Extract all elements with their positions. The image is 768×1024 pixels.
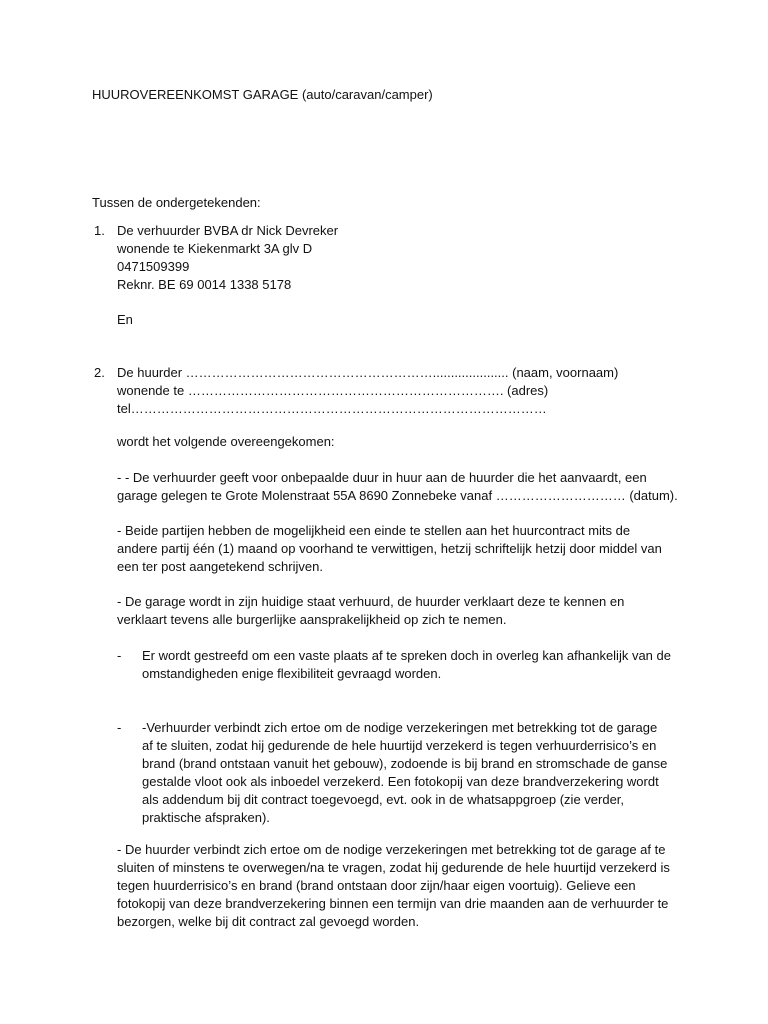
- party1-block: [117, 222, 338, 294]
- clause-line: - - De verhuurder geeft voor onbepaalde duur in huur aan de huurder die het aanvaardt, een: [117, 470, 647, 485]
- party1-line: De verhuurder BVBA dr Nick Devreker: [117, 223, 339, 238]
- clause-2: [117, 522, 662, 576]
- clause-line: gestalde vloot ook als inboedel verzekerd. Een fotokopij van deze brandverzekering wordt: [142, 774, 659, 789]
- clause-line: andere partij één (1) maand op voorhand te verwittigen, hetzij schriftelijk hetzij door middel van: [117, 541, 662, 556]
- clause-line: sluiten of minstens te overwegen/na te vragen, zodat hij gedurende de hele huurtijd verzekerd is: [117, 860, 670, 875]
- clause-line: tegen huurderrisico’s en brand (brand ontstaan door zijn/haar eigen voortuig). Gelieve een: [117, 878, 636, 893]
- party1-line: Reknr. BE 69 0014 1338 5178: [117, 277, 292, 292]
- intro-text: Tussen de ondergetekenden:: [92, 195, 261, 210]
- document-title: HUUROVEREENKOMST GARAGE (auto/caravan/camper): [92, 87, 433, 102]
- clause-line: fotokopij van deze brandverzekering binnen een termijn van drie maanden aan de verhuurder te: [117, 896, 669, 911]
- connector-text: En: [117, 312, 133, 327]
- clause-line: -Verhuurder verbindt zich ertoe om de nodige verzekeringen met betrekking tot de garage: [142, 720, 658, 735]
- party1-line: 0471509399: [117, 259, 190, 274]
- clause-line: - Beide partijen hebben de mogelijkheid een einde te stellen aan het huurcontract mits de: [117, 523, 631, 538]
- clause-4: [142, 647, 671, 683]
- clause-line: bezorgen, welke bij dit contract zal gevoegd worden.: [117, 914, 420, 929]
- party1-number: 1.: [94, 223, 105, 238]
- clause-line: brand (brand ontstaan vanuit het gebouw), zodoende is bij brand en stromschade de ganse: [142, 756, 668, 771]
- clause-line: als addendum bij dit contract toegevoegd, evt. ook in de whatsappgroep (zie verder,: [142, 792, 625, 807]
- clause-line: omstandigheden enige flexibiliteit gevraagd worden.: [142, 666, 442, 681]
- clause-line: praktische afspraken).: [142, 810, 270, 825]
- party2-block: [117, 364, 618, 418]
- agreed-heading: wordt het volgende overeengekomen:: [117, 434, 335, 449]
- clause-line: - De huurder verbindt zich ertoe om de nodige verzekeringen met betrekking tot de garage af te: [117, 842, 666, 857]
- clause-line: - De garage wordt in zijn huidige staat verhuurd, de huurder verklaart deze te kennen en: [117, 594, 625, 609]
- clause-5-bullet: -: [117, 720, 122, 735]
- party2-number: 2.: [94, 365, 105, 380]
- clause-4-bullet: -: [117, 648, 122, 663]
- clause-line: een ter post aangetekend schrijven.: [117, 559, 323, 574]
- party2-tel-line: tel……………………………………………………………………………………: [117, 401, 547, 416]
- clause-3: [117, 593, 624, 629]
- clause-line: Er wordt gestreefd om een vaste plaats af te spreken doch in overleg kan afhankelijk van de: [142, 648, 671, 663]
- party2-address-line: wonende te ………………………………………………………………. (adres): [117, 383, 549, 398]
- clause-5: [142, 719, 667, 827]
- party1-line: wonende te Kiekenmarkt 3A glv D: [117, 241, 313, 256]
- party2-name-line: De huurder …………………………………………………..................... (naam, voornaam): [117, 365, 619, 380]
- clause-1: [117, 469, 678, 505]
- clause-line: verklaart tevens alle burgerlijke aansprakelijkheid op zich te nemen.: [117, 612, 507, 627]
- clause-6: [117, 841, 670, 931]
- clause-line: af te sluiten, zodat hij gedurende de hele huurtijd verzekerd is tegen verhuurderrisico’s en: [142, 738, 657, 753]
- clause-line: garage gelegen te Grote Molenstraat 55A 8690 Zonnebeke vanaf ………………………… (datum).: [117, 488, 678, 503]
